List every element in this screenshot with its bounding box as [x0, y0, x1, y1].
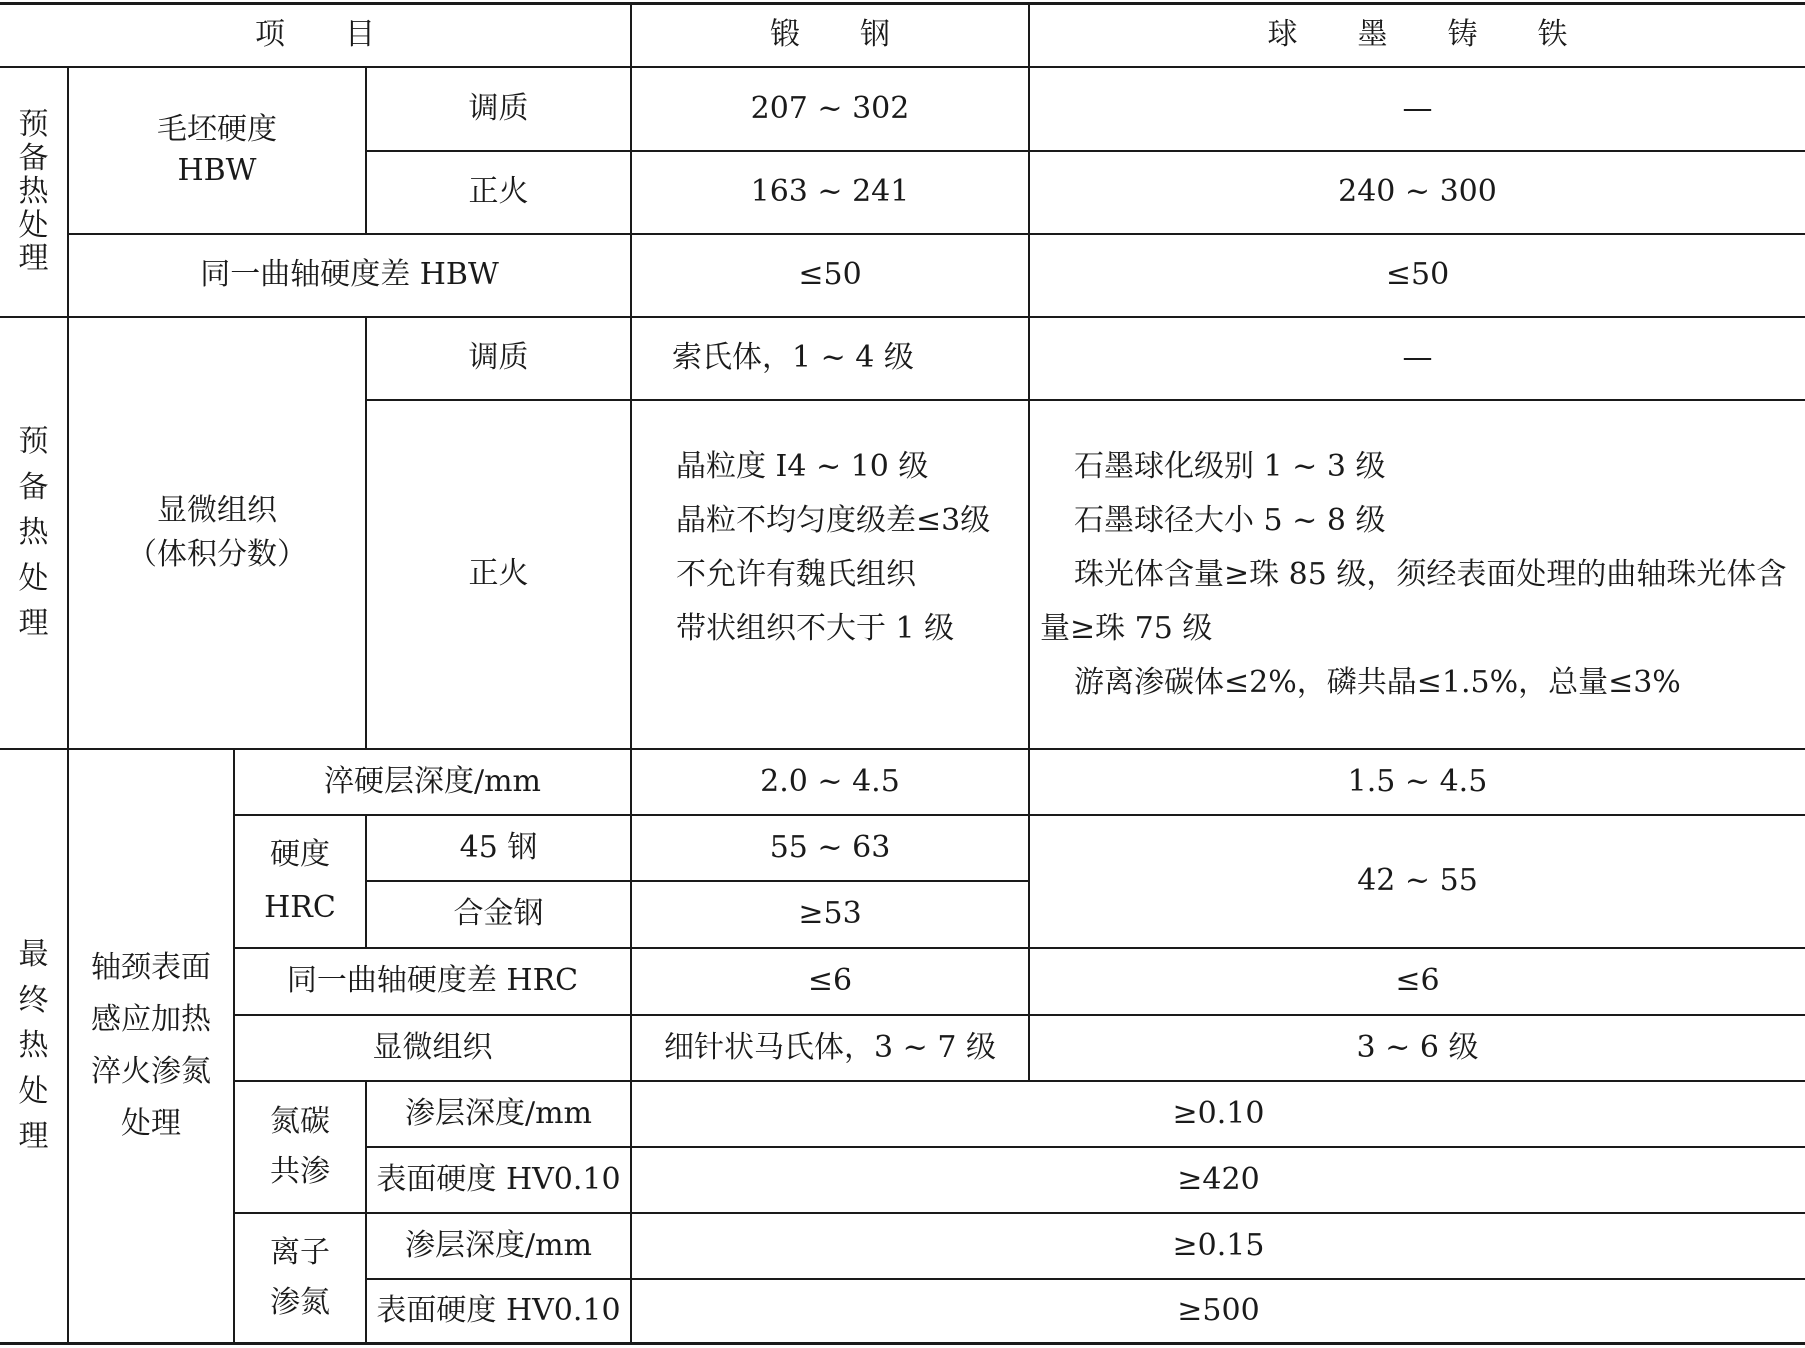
section-label-char: 理 — [18, 241, 49, 277]
section-label-char: 预 — [18, 424, 49, 460]
group-label-line: 淬火渗氮 — [91, 1054, 211, 1089]
microstructure-line2: （体积分数） — [127, 537, 307, 572]
final-micro-forged: 细针状马氏体，3 ~ 7 级 — [664, 1029, 996, 1065]
section-label-char: 热 — [18, 515, 49, 551]
section-label-char: 终 — [18, 982, 49, 1018]
section-label-char: 备 — [18, 140, 49, 176]
s2-normalize-forged — [642, 440, 1020, 656]
hardness-line1: 硬度 — [270, 837, 330, 872]
section-label-char: 处 — [18, 207, 49, 243]
alloy-sub: 合金钢 — [453, 896, 544, 932]
hardness-hrc-title — [235, 816, 365, 947]
section-label-char: 热 — [18, 1028, 49, 1064]
s2-normalize-ductile — [1040, 440, 1798, 710]
final-micro-title: 显微组织 — [372, 1029, 493, 1065]
hardened-depth-title: 淬硬层深度/mm — [323, 763, 541, 799]
section-label-char: 理 — [18, 606, 49, 642]
row-normalize-ductile: 240 ~ 300 — [1338, 174, 1497, 210]
group-label-line: 感应加热 — [91, 1002, 211, 1037]
spec-line: 珠光体含量≥珠 85 级，须经表面处理的曲轴珠光体含量≥珠 75 级 — [1040, 557, 1787, 646]
ion-depth-value: ≥0.15 — [1172, 1227, 1265, 1263]
final-micro-ductile: 3 ~ 6 级 — [1356, 1029, 1479, 1065]
microstructure-line1: 显微组织 — [157, 492, 277, 528]
steel45-forged: 55 ~ 63 — [769, 829, 891, 865]
ion-line1: 离子 — [270, 1234, 330, 1270]
row-quench-temper-forged: 207 ~ 302 — [750, 90, 910, 126]
same-crank-hrc-title: 同一曲轴硬度差 HRC — [286, 963, 579, 999]
header-forged-steel: 锻 钢 — [770, 16, 890, 52]
rule-bottom — [0, 1342, 1805, 1345]
nitrocarb-line2: 共渗 — [270, 1154, 330, 1189]
spec-line: 晶粒度 I4 ~ 10 级 — [676, 449, 929, 484]
spec-line: 石墨球化级别 1 ~ 3 级 — [1074, 449, 1386, 484]
s2-normalize-sub: 正火 — [468, 556, 529, 592]
section3-label — [0, 750, 67, 1342]
ion-depth-sub: 渗层深度/mm — [404, 1227, 592, 1263]
alloy-forged: ≥53 — [798, 896, 862, 932]
section-label-char: 理 — [18, 1119, 49, 1155]
same-crank-hrc-forged: ≤6 — [807, 963, 853, 999]
row-quench-temper-ductile: — — [1402, 90, 1433, 126]
steel45-sub: 45 钢 — [459, 829, 538, 865]
same-crank-hbw-ductile: ≤50 — [1385, 257, 1450, 293]
spec-line: 游离渗碳体≤2%，磷共晶≤1.5%，总量≤3% — [1074, 665, 1681, 700]
hardness-line2: HRC — [264, 889, 336, 925]
hardness-ductile: 42 ~ 55 — [1357, 863, 1478, 899]
header-item: 项 目 — [255, 16, 375, 52]
section1-label — [0, 68, 67, 316]
microstructure-title — [69, 318, 365, 748]
hardened-depth-ductile: 1.5 ~ 4.5 — [1347, 763, 1488, 799]
row-normalize-sub: 正火 — [468, 174, 529, 210]
blank-hardness-line2: HBW — [177, 152, 257, 188]
spec-line: 带状组织不大于 1 级 — [676, 611, 955, 646]
section-label-char: 预 — [18, 107, 49, 143]
s2-quench-temper-ductile: — — [1402, 340, 1433, 376]
spec-line: 晶粒不均匀度级差≤3级 — [676, 503, 991, 538]
section2-label — [0, 318, 67, 748]
group-label-line: 处理 — [121, 1106, 181, 1141]
section-label-char: 热 — [18, 174, 49, 210]
spec-line: 石墨球径大小 5 ~ 8 级 — [1074, 503, 1386, 538]
section-label-char: 处 — [18, 560, 49, 596]
ion-hv-sub: 表面硬度 HV0.10 — [376, 1292, 621, 1328]
hardened-depth-forged: 2.0 ~ 4.5 — [760, 763, 900, 799]
blank-hardness-line1: 毛坯硬度 — [157, 112, 277, 147]
s2-quench-temper-forged: 索氏体，1 ~ 4 级 — [672, 340, 914, 376]
same-crank-hbw-forged: ≤50 — [798, 257, 862, 293]
header-ductile-iron: 球 墨 铸 铁 — [1267, 16, 1568, 52]
blank-hardness-title — [69, 68, 365, 233]
section-label-char: 最 — [18, 937, 49, 973]
same-crank-hrc-ductile: ≤6 — [1395, 963, 1440, 999]
spec-line: 不允许有魏氏组织 — [676, 557, 916, 592]
same-crank-hbw-title: 同一曲轴硬度差 HBW — [200, 257, 499, 293]
row-normalize-forged: 163 ~ 241 — [750, 174, 910, 210]
section-label-char: 处 — [18, 1073, 49, 1109]
ion-line2: 渗氮 — [270, 1285, 330, 1320]
section-label-char: 备 — [18, 469, 49, 505]
journal-group-label — [69, 750, 233, 1342]
nitrocarb-depth-value: ≥0.10 — [1172, 1095, 1265, 1131]
nitrocarb-depth-sub: 渗层深度/mm — [404, 1095, 592, 1131]
nitrocarb-hv-value: ≥420 — [1177, 1161, 1260, 1197]
group-label-line: 轴颈表面 — [91, 950, 211, 985]
nitrocarburizing-title — [235, 1082, 365, 1212]
ion-hv-value: ≥500 — [1177, 1292, 1260, 1328]
nitrocarb-hv-sub: 表面硬度 HV0.10 — [376, 1161, 621, 1197]
nitrocarb-line1: 氮碳 — [270, 1103, 330, 1139]
ion-nitriding-title — [235, 1214, 365, 1342]
s2-quench-temper-sub: 调质 — [468, 340, 529, 376]
row-quench-temper-sub: 调质 — [468, 90, 529, 126]
